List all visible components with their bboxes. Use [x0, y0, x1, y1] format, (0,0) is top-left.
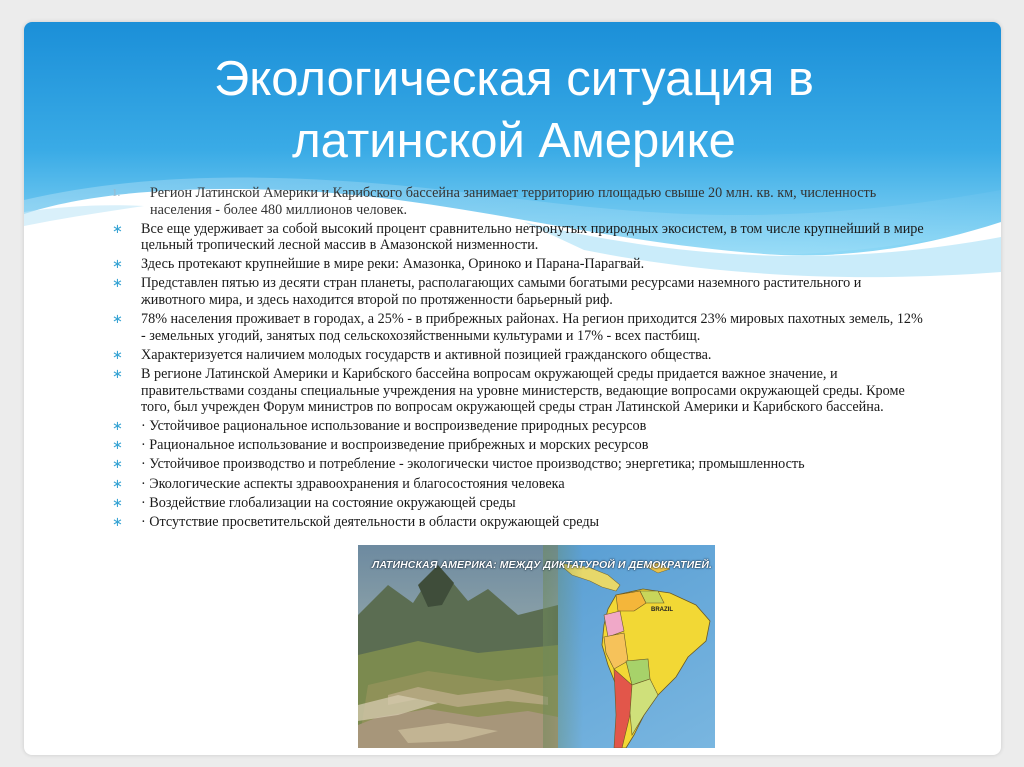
bullet-icon: ∗ [112, 513, 123, 529]
list-item [112, 418, 927, 435]
list-item [112, 514, 927, 531]
list-item [112, 185, 927, 218]
list-item-text: В регионе Латинской Америки и Карибского бассейна вопросам окружающей среды придается важное значение, и правительствами созданы специальные учреждения на уровне министерств, ведающие вопросами окружающей среды. Кроме того, был учрежден Форум министров по вопросам окружающей среды стран Латинской Америки и Карибского бассейна. [141, 365, 905, 416]
list-item [112, 221, 927, 254]
list-item [112, 495, 927, 512]
list-item-text: · Экологические аспекты здравоохранения и благосостояния человека [141, 475, 565, 492]
list-item [112, 366, 927, 416]
list-item [112, 275, 927, 308]
bullet-icon: ∗ [112, 437, 123, 453]
bullet-icon: ∗ [112, 346, 123, 362]
list-item-text: 78% населения проживает в городах, а 25% - в прибрежных районах. На регион приходится 23% мировых пахотных земель, 12% - земельных угодий, занятых под сельскохозяйственными культурами и 17% - всех пастбищ. [141, 311, 923, 344]
list-item-text: · Устойчивое рациональное использование и воспроизведение природных ресурсов [141, 418, 647, 435]
list-item [112, 456, 927, 473]
bullet-icon: ∗ [112, 275, 123, 291]
list-item-text: Здесь протекают крупнейшие в мире реки: Амазонка, Ориноко и Парана-Парагвай. [141, 256, 645, 273]
latin-america-image [358, 545, 715, 748]
list-item-text: · Устойчивое производство и потребление - экологически чистое производство; энергетика; промышленность [141, 456, 805, 473]
slide [24, 22, 1001, 755]
list-item [112, 256, 927, 273]
number-marker: 1. [112, 187, 121, 199]
list-item [112, 437, 927, 454]
title-line-2: латинской Америке [292, 114, 736, 168]
bullet-icon: ∗ [112, 256, 123, 272]
bullet-list [112, 185, 927, 533]
image-caption: ЛАТИНСКАЯ АМЕРИКА: МЕЖДУ ДИКТАТУРОЙ И ДЕМОКРАТИЕЙ. [372, 559, 713, 571]
list-item-text: · Отсутствие просветительской деятельности в области окружающей среды [141, 513, 600, 530]
bullet-icon: ∗ [112, 494, 123, 510]
list-item-text: · Рациональное использование и воспроизведение прибрежных и морских ресурсов [141, 437, 649, 454]
list-item [112, 476, 927, 493]
map-label-brazil: BRAZIL [651, 607, 673, 613]
bullet-icon: ∗ [112, 418, 123, 434]
list-item-text: Характеризуется наличием молодых государств и активной позицией гражданского общества. [141, 346, 712, 363]
bullet-icon: ∗ [112, 311, 123, 327]
bullet-icon: ∗ [112, 475, 123, 491]
slide-title [64, 48, 964, 172]
list-item [112, 311, 927, 344]
bullet-icon: ∗ [112, 365, 123, 381]
list-item-text: Регион Латинской Америки и Карибского бассейна занимает территорию площадью свыше 20 млн. кв. км, численность населения - более 480 миллионов человек. [150, 185, 877, 218]
list-item-text: · Воздействие глобализации на состояние окружающей среды [141, 494, 516, 511]
collage-illustration [358, 545, 715, 748]
list-item [112, 347, 927, 364]
bullet-icon: ∗ [112, 220, 123, 236]
list-item-text: Все еще удерживает за собой высокий процент сравнительно нетронутых природных экосистем, в том числе крупнейший в мире цельный тропический лесной массив в Амазонской низменности. [141, 220, 924, 254]
list-item-text: Представлен пятью из десяти стран планеты, располагающих самыми богатыми ресурсами наземного растительного и животного мира, и здесь находится второй по протяженности барьерный риф. [141, 275, 862, 309]
bullet-icon: ∗ [112, 456, 123, 472]
title-line-1: Экологическая ситуация в [214, 52, 814, 106]
